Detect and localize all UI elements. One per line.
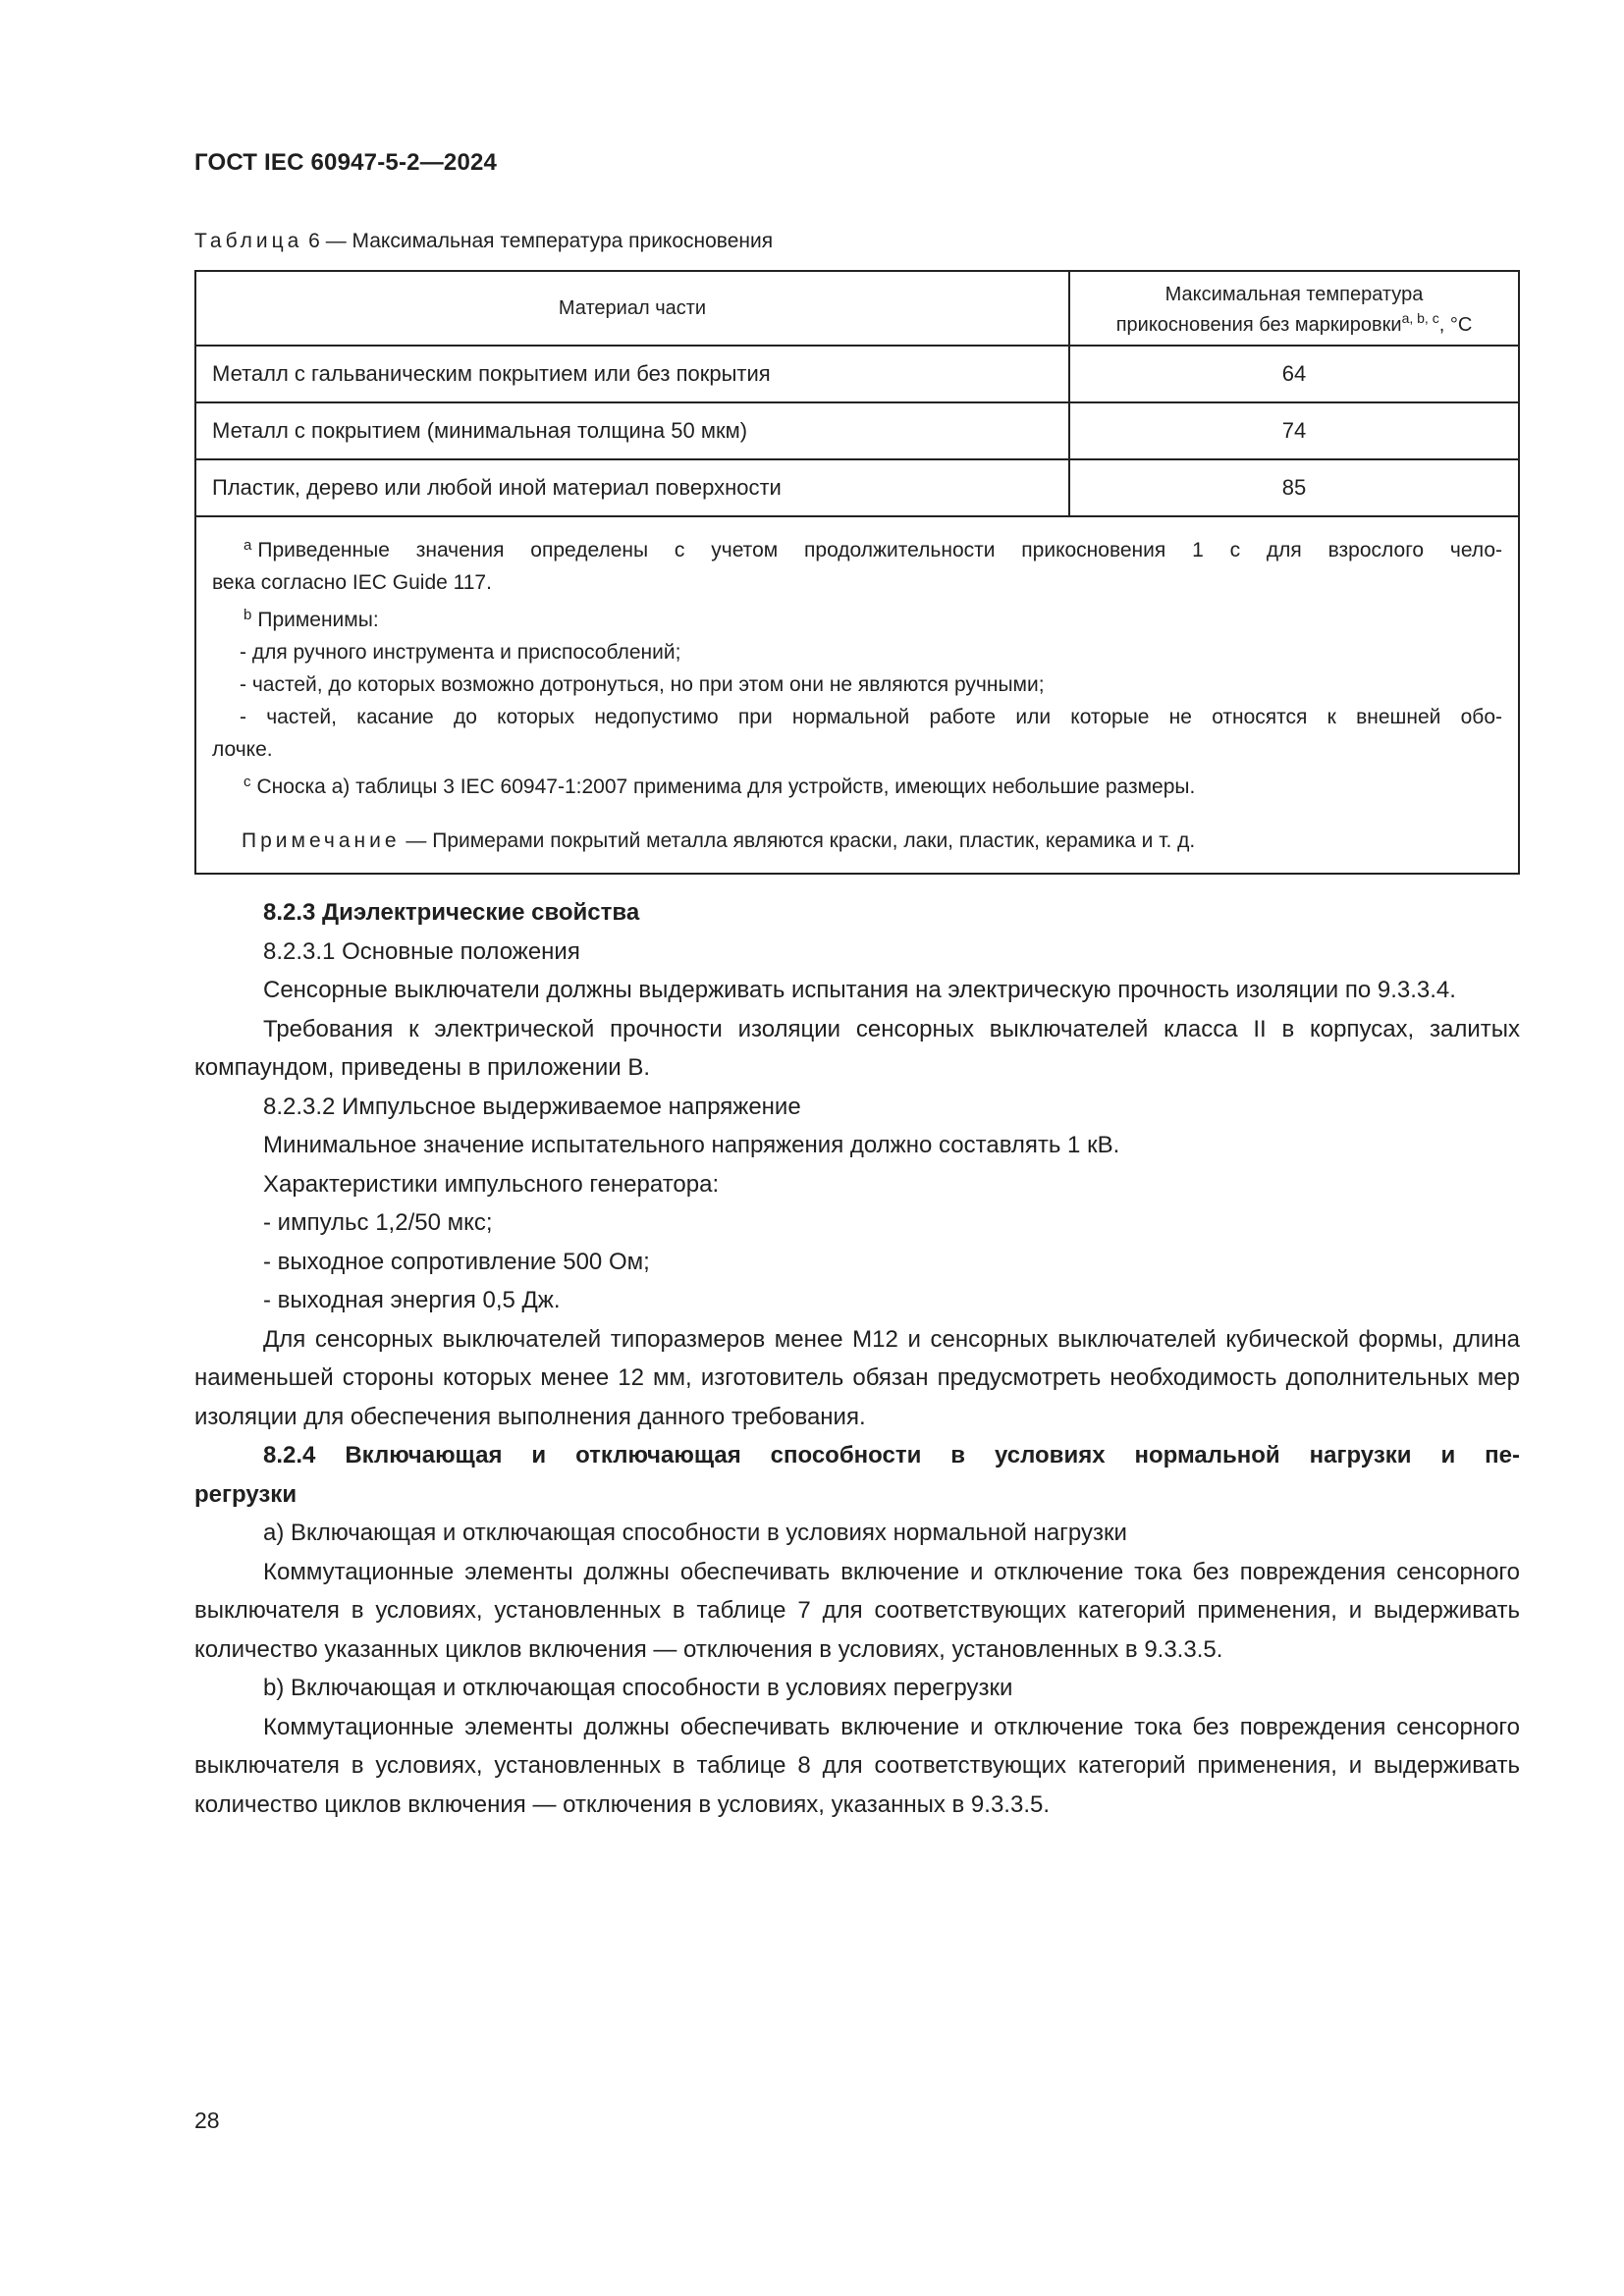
table-row [196,403,1518,460]
table-caption [194,230,773,253]
column-header-temperature-text: прикосновения без маркировки [1115,313,1402,336]
cell-material: Пластик, дерево или любой иной материал поверхности [196,460,1070,515]
table-row [196,460,1518,517]
table-row [196,347,1518,403]
footnote-mark-b: b [244,607,252,623]
paragraph: Характеристики импульсного генератора: [263,1170,720,1198]
paragraph: Требования к электрической прочности изоляции сенсорных выключателей класса II в корпусах, залитых компаундом, приведены в приложении В. [194,1015,1520,1081]
footnote-b-line1 [212,599,1502,636]
subsection-heading-a: a) Включающая и отключающая способности в условиях нормальной нагрузки [263,1520,1127,1546]
table-note-text: — Примерами покрытий металла являются краски, лаки, пластик, керамика и т. д. [400,829,1196,852]
table-note [212,825,1502,857]
footnote-b-item-continuation: лочке. [212,738,273,761]
footnote-a-line2: века согласно IEC Guide 117. [212,571,492,594]
column-header-temperature-line1: Максимальная температура [1164,283,1424,305]
column-header-temperature-line2 [1116,306,1473,337]
table-caption-label: Таблица [194,230,303,252]
column-header-temperature [1070,272,1518,345]
footnote-c-line1 [212,766,1502,803]
paragraph: Коммутационные элементы должны обеспечивать включение и отключение тока без повреждения сенсорного выключателя в условиях, установленных в таблице 7 для соответствующих категорий применения, и выдерживать количество указанных циклов включения — отключения в условиях, установленных в 9.3.3.5. [194,1558,1520,1663]
list-item: - выходное сопротивление 500 Ом; [263,1248,650,1275]
subsection-heading-8-2-3-1: 8.2.3.1 Основные положения [263,937,580,965]
footnote-b-item: - для ручного инструмента и приспособлений; [240,641,681,664]
cell-temperature: 74 [1281,418,1307,443]
cell-temperature: 64 [1281,361,1307,386]
section-heading-8-2-4: 8.2.4 Включающая и отключающая способности в условиях нормальной нагрузки и пе- [263,1442,1520,1468]
section-heading-8-2-4-continuation: регрузки [194,1480,298,1508]
table-caption-title: 6 — Максимальная температура прикосновения [302,230,774,252]
cell-material: Металл с покрытием (минимальная толщина 50 мкм) [196,403,1070,458]
paragraph: Сенсорные выключатели должны выдерживать испытания на электрическую прочность изоляции по 9.3.3.4. [263,977,1456,1003]
paragraph: Для сенсорных выключателей типоразмеров менее М12 и сенсорных выключателей кубической формы, длина наименьшей стороны которых менее 12 мм, изготовитель обязан предусмотреть необходимость дополнительных мер изоляции для обеспечения выполнения данного требования. [194,1325,1520,1430]
table-footnotes [196,517,1518,873]
touch-temperature-table [194,270,1520,875]
document-body [194,893,1520,1824]
column-header-unit: , °C [1438,313,1473,336]
list-item: - выходная энергия 0,5 Дж. [263,1287,561,1313]
footnote-mark-c: c [244,774,251,790]
subsection-heading-8-2-3-2: 8.2.3.2 Импульсное выдерживаемое напряжение [263,1093,801,1120]
footnote-b-text: Применимы: [257,609,379,631]
document-header: ГОСТ IEC 60947-5-2—2024 [194,149,498,176]
footnote-a-line1 [212,529,1502,566]
table-note-label: Примечание [242,829,401,852]
footnote-c-text: Сноска а) таблицы 3 IEC 60947-1:2007 применима для устройств, имеющих небольшие размеры. [256,775,1196,798]
paragraph: Минимальное значение испытательного напряжения должно составлять 1 кВ. [263,1132,1120,1158]
subsection-heading-b: b) Включающая и отключающая способности в условиях перегрузки [263,1675,1013,1701]
paragraph: Коммутационные элементы должны обеспечивать включение и отключение тока без повреждения сенсорного выключателя в условиях, установленных в таблице 8 для соответствующих категорий применения, и выдерживать количество циклов включения — отключения в условиях, указанных в 9.3.3.5. [194,1713,1520,1818]
cell-temperature: 85 [1281,475,1307,500]
footnote-b-item: - частей, до которых возможно дотронуться, но при этом они не являются ручными; [240,673,1045,696]
footnote-b-item: - частей, касание до которых недопустимо при нормальной работе или которые не относятся к внешней обо- [240,706,1502,728]
column-header-material: Материал части [196,272,1070,345]
list-item: - импульс 1,2/50 мкс; [263,1209,493,1236]
footnote-mark-a: a [244,537,252,554]
table-header-row [196,272,1518,347]
footnote-a-text: Приведенные значения определены с учетом продолжительности прикосновения 1 с для взрослого чело- [257,539,1502,561]
page-number: 28 [194,2108,220,2133]
cell-material: Металл с гальваническим покрытием или без покрытия [196,347,1070,401]
column-header-footnote-marks: a, b, c [1401,309,1439,326]
section-heading-8-2-3: 8.2.3 Диэлектрические свойства [263,899,640,926]
